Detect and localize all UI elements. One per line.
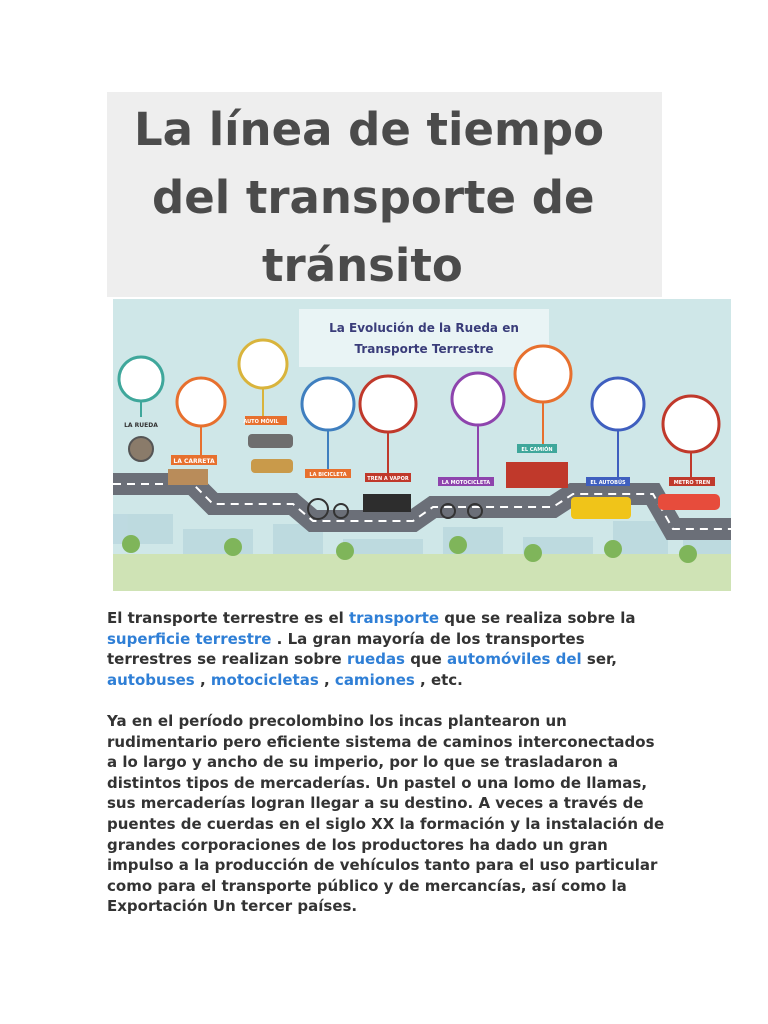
link-automoviles[interactable]: automóviles del (447, 650, 582, 669)
car-icon (248, 434, 293, 448)
link-motocicletas[interactable]: motocicletas (210, 670, 319, 689)
para1-text-2: que se realiza sobre la (439, 609, 636, 627)
infographic-heading-line-2: Transporte Terrestre (354, 342, 494, 356)
para1-text-8: , etc. (414, 670, 463, 689)
paragraph-2-text: Ya en el período precolombino los incas plantearon un rudimentario pero eficiente sistema de caminos interconectados a lo largo y ancho de su imperio, por lo que se trasladaron a distintos tipos de mercaderías. Un pastel o una lomo de llamas, sus mercaderías logran llegar a su destino. A veces a través de puentes de cuerdas en el siglo XX la formación y la instalación de grandes corporaciones de los productores ha dado un gran impulso a la producción de vehículos tanto para el uso particular como para el transporte público y de mercancías, así como la Exportación Un tercer países. (107, 712, 665, 916)
stage-label-tren: TREN A VAPOR (367, 476, 409, 482)
stage-label-autobus: EL AUTOBÚS (590, 480, 626, 486)
paragraph-1 (107, 608, 667, 690)
stage-label-motocicleta: LA MOTOCICLETA (441, 480, 491, 486)
link-ruedas[interactable]: ruedas (346, 650, 405, 669)
classic-car-icon (251, 459, 293, 473)
para1-text-4: que (405, 650, 448, 669)
stage-label-auto: AUTO MÓVIL (243, 419, 279, 425)
stage-label-rueda: LA RUEDA (124, 422, 158, 429)
stage-label-carreta: LA CARRETA (173, 458, 215, 465)
infographic-heading-banner (299, 309, 549, 367)
link-autobuses[interactable]: autobuses (107, 670, 195, 689)
page-title-line-2: del transporte de (152, 171, 595, 224)
stage-label-bicicleta: LA BICICLETA (309, 472, 347, 478)
infographic-heading-line-1: La Evolución de la Rueda en (329, 321, 519, 335)
para1-text-1: El transporte terrestre es el (107, 609, 349, 627)
para1-text-5: ser, (581, 650, 617, 669)
page-title-line-3: tránsito (262, 239, 463, 292)
stage-label-camion: EL CAMIÓN (521, 447, 553, 453)
grass-strip (113, 554, 731, 591)
title-box (107, 92, 662, 297)
para1-text-7: , (318, 670, 335, 689)
stage-label-metro: METRO TREN (673, 480, 711, 486)
cart-icon (168, 469, 208, 485)
wheel-evolution-infographic (113, 299, 731, 591)
paragraph-2 (107, 711, 667, 917)
link-transporte[interactable]: transporte (348, 609, 440, 627)
bus-icon (571, 497, 631, 519)
para1-text-3: . La gran mayoría de los transportes terrestres se realizan sobre (107, 629, 585, 669)
page-title-line-1: La línea de tiempo (134, 103, 605, 156)
steam-train-icon (363, 494, 411, 512)
link-camiones[interactable]: camiones (334, 670, 415, 689)
para1-text-6: , (194, 670, 211, 689)
link-superficie-terrestre[interactable]: superficie terrestre (107, 629, 272, 648)
truck-icon (506, 462, 568, 488)
wheel-icon (129, 437, 153, 461)
metro-train-icon (658, 494, 720, 510)
